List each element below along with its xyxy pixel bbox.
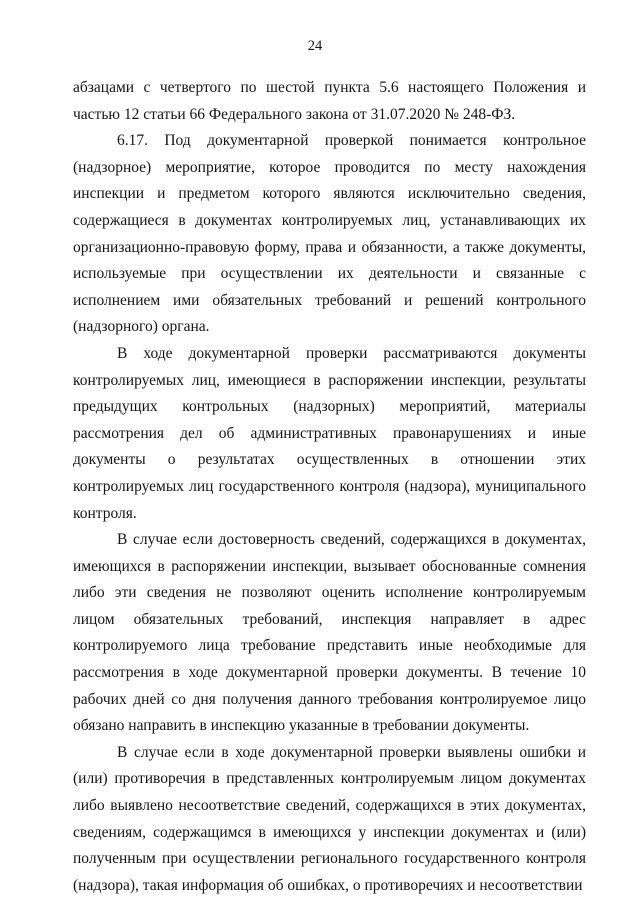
paragraph-6-17: 6.17. Под документарной проверкой понимается контрольное (надзорное) мероприятие, которое проводится по месту нахождения инспекции и предметом которого являются исключительно сведения, содержащиеся в документах контролируемых лиц, устанавливающих их организационно-правовую форму, права и обязанности, а также документы, используемые при осуществлении их деятельности и связанные с исполнением ими обязательных требований и решений контрольного (надзорного) органа. [73, 132, 586, 336]
paragraph-continuation: абзацами с четвертого по шестой пункта 5.6 настоящего Положения и частью 12 статьи 66 Федерального закона от 31.07.2020 № 248-ФЗ. [73, 79, 586, 123]
paragraph-document-request: В случае если достоверность сведений, содержащихся в документах, имеющихся в распоряжении инспекции, вызывает обоснованные сомнения либо эти сведения не позволяют оценить исполнение контролируемым лицом обязательных требований, инспекция направляет в адрес контролируемого лица требование представить иные необходимые для рассмотрения в ходе документарной проверки документы. В течение 10 рабочих дней со дня получения данного требования контролируемое лицо обязано направить в инспекцию указанные в требовании документы. [73, 531, 586, 735]
page-number: 24 [307, 38, 323, 54]
document-body [73, 75, 586, 899]
paragraph-errors-detected: В случае если в ходе документарной проверки выявлены ошибки и (или) противоречия в представленных контролируемым лицом документах либо выявлено несоответствие сведений, содержащихся в этих документах, сведениям, содержащимся в имеющихся у инспекции документах и (или) полученным при осуществлении регионального государственного контроля (надзора), такая информация об ошибках, о противоречиях и несоответствии [73, 743, 586, 894]
paragraph-documentary-review-scope: В ходе документарной проверки рассматриваются документы контролируемых лиц, имеющиеся в распоряжении инспекции, результаты предыдущих контрольных (надзорных) мероприятий, материалы рассмотрения дел об административных правонарушениях и иные документы о результатах осуществленных в отношении этих контролируемых лиц государственного контроля (надзора), муниципального контроля. [73, 344, 586, 522]
